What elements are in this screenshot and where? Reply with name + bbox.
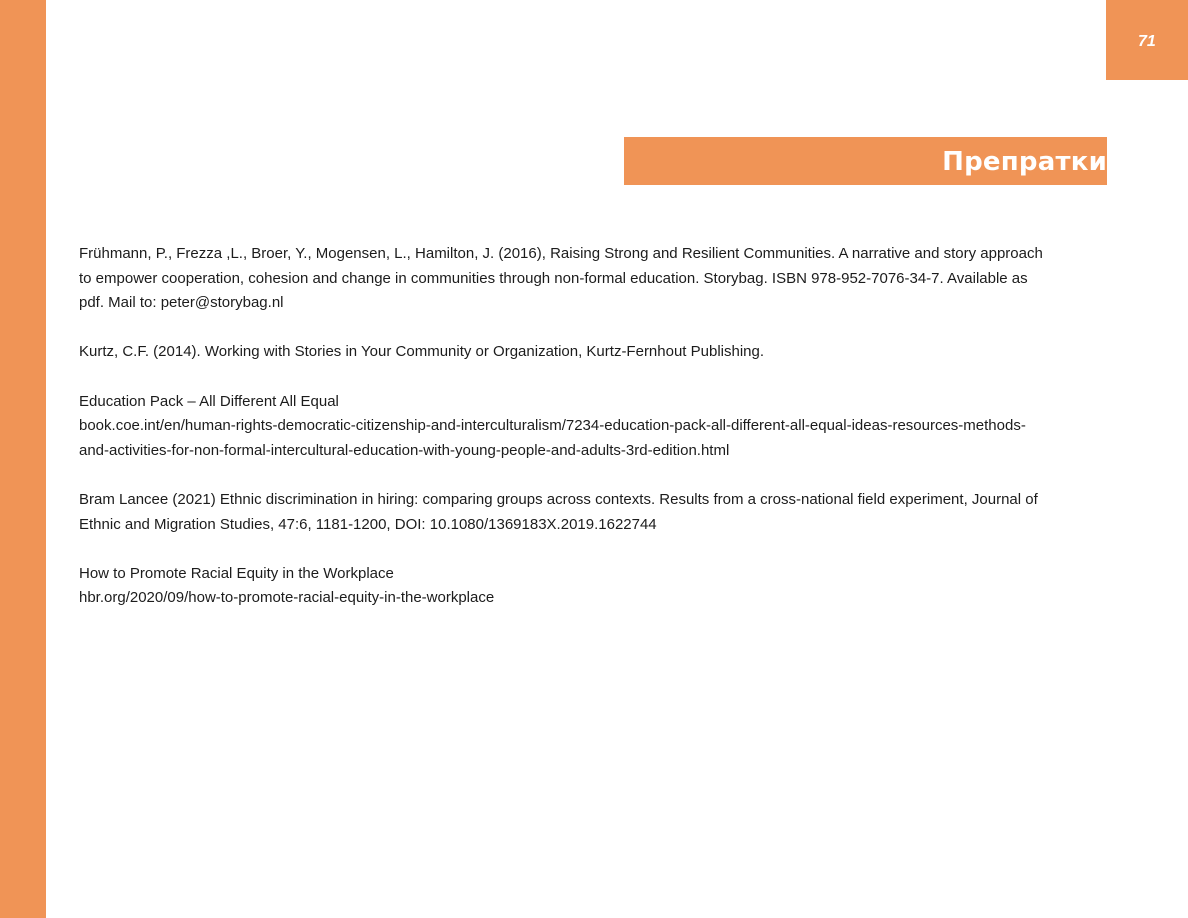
reference-line: Kurtz, C.F. (2014). Working with Stories in Your Community or Organization, Kurtz-Fernhout Publishing. bbox=[79, 343, 765, 361]
side-accent-bar bbox=[0, 0, 46, 918]
section-title: Препратки bbox=[942, 147, 1107, 177]
reference-link[interactable]: book.coe.int/en/human-rights-democratic-citizenship-and-interculturalism/7234-education-pack-all-different-all-equal-ideas-resources-methods- bbox=[79, 417, 1026, 435]
references-list bbox=[79, 242, 1109, 636]
reference-item bbox=[79, 390, 1109, 464]
reference-line: Education Pack – All Different All Equal bbox=[79, 392, 339, 410]
reference-item bbox=[79, 562, 1109, 611]
reference-line: Frühmann, P., Frezza ,L., Broer, Y., Mogensen, L., Hamilton, J. (2016), Raising Strong and Resilient Communities. A narrative and story approach bbox=[79, 245, 1043, 262]
page-number: 71 bbox=[1138, 33, 1156, 50]
reference-line: pdf. Mail to: peter@storybag.nl bbox=[79, 294, 284, 312]
reference-line: Ethnic and Migration Studies, 47:6, 1181-1200, DOI: 10.1080/1369183X.2019.1622744 bbox=[79, 515, 657, 533]
reference-line: to empower cooperation, cohesion and change in communities through non-formal education. Storybag. ISBN 978-952-7076-34-7. Available as bbox=[79, 269, 1028, 287]
reference-link[interactable]: hbr.org/2020/09/how-to-promote-racial-equity-in-the-workplace bbox=[79, 589, 495, 607]
section-title-banner bbox=[624, 137, 1107, 185]
reference-link[interactable]: and-activities-for-non-formal-intercultural-education-with-young-people-and-adults-3rd-edition.html bbox=[79, 441, 730, 459]
reference-line: How to Promote Racial Equity in the Workplace bbox=[79, 564, 394, 582]
reference-item bbox=[79, 242, 1109, 316]
reference-line: Bram Lancee (2021) Ethnic discrimination in hiring: comparing groups across contexts. Results from a cross-national field experiment, Journal of bbox=[79, 490, 1038, 508]
reference-item bbox=[79, 488, 1109, 537]
reference-item bbox=[79, 340, 1109, 365]
